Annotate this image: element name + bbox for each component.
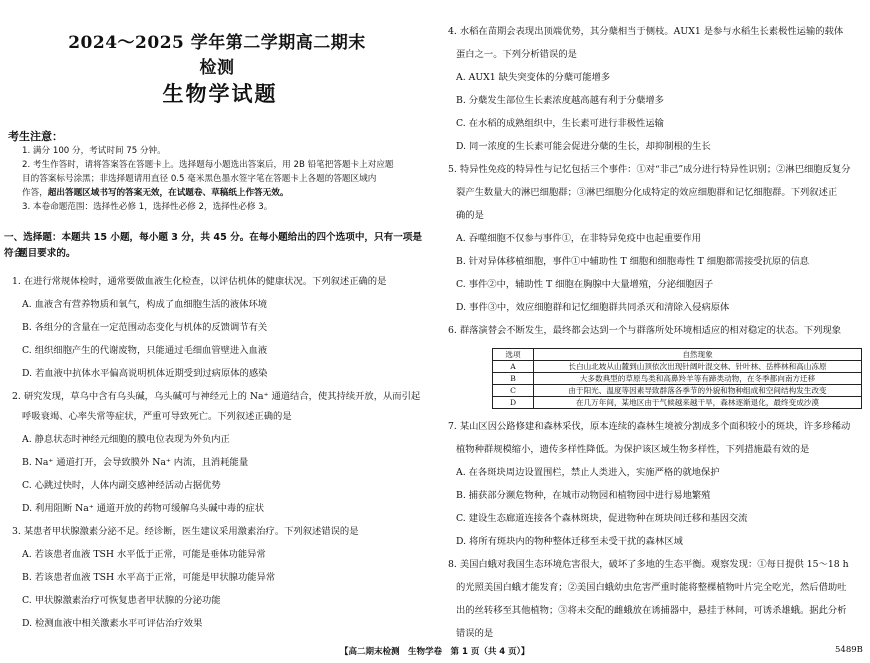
question-option: D. 若血液中抗体水平偏高说明机体近期受到过病原体的感染 [22, 368, 268, 379]
notice-text: 作答， [22, 188, 48, 198]
table-header-row [493, 349, 862, 361]
question-option: D. 利用阻断 Na⁺ 通道开放的药物可缓解乌头碱中毒的症状 [22, 503, 265, 514]
question-option: A. 血液含有营养物质和氧气，构成了血细胞生活的液体环境 [22, 299, 268, 310]
subject-title: 生物学试题 [162, 81, 278, 106]
question-option: A. 若该患者血液 TSH 水平低于正常，可能是垂体功能异常 [22, 549, 266, 560]
question-option: B. Na⁺ 通道打开，会导致膜外 Na⁺ 内流，且消耗能量 [22, 457, 249, 468]
question-stem: 7. 某山区因公路修建和森林采伐，原本连续的森林生境被分割成多个面积较小的斑块，许多珍稀动 [448, 421, 851, 432]
notice-item: 1. 满分 100 分，考试时间 75 分钟。 [22, 146, 166, 156]
exam-code: 5489B [835, 645, 863, 655]
question-stem: 呼吸衰竭、心率失常等症状，严重可导致死亡。下列叙述正确的是 [22, 411, 292, 422]
question-option: A. 吞噬细胞不仅参与事件①，在非特异免疫中也起重要作用 [456, 233, 702, 244]
table-cell-option: C [493, 385, 534, 397]
question-option: D. 同一浓度的生长素可能会促进分蘖的生长，却抑制根的生长 [456, 141, 711, 152]
notice-emphasis: 超出答题区域书写的答案无效，在试题卷、草稿纸上作答无效。 [47, 188, 289, 198]
question-stem: 蛋白之一。下列分析错误的是 [456, 49, 577, 60]
section-heading-cont: 题目要求的。 [18, 248, 76, 259]
question-option: D. 将所有斑块内的物种整体迁移至未受干扰的森林区域 [456, 536, 683, 547]
notice-item [22, 186, 422, 200]
question-option: C. 建设生态廊道连接各个森林斑块，促进物种在斑块间迁移和基因交流 [456, 513, 748, 524]
question-option: B. 若该患者血液 TSH 水平高于正常，可能是甲状腺功能异常 [22, 572, 276, 583]
question-option: C. 事件②中，辅助性 T 细胞在胸腺中大量增殖，分泌细胞因子 [456, 279, 714, 290]
question-stem: 1. 在进行常规体检时，通常要做血液生化检查，以评估机体的健康状况。下列叙述正确的是 [12, 276, 387, 287]
table-row [493, 385, 862, 397]
page-footer: 【高二期末检测 生物学卷 第 1 页（共 4 页）】 [340, 647, 530, 657]
notice-item: 2. 考生作答时，请将答案答在答题卡上。选择题每小题选出答案后，用 2B 铅笔把答题卡上对应题 [22, 160, 394, 170]
question-stem: 3. 某患者甲状腺激素分泌不足。经诊断，医生建议采用激素治疗。下列叙述错误的是 [12, 526, 359, 537]
question-option: B. 分蘖发生部位生长素浓度越高越有利于分蘖增多 [456, 95, 664, 106]
table-cell-phenomenon: 大多数典型的草原鸟类和高鼻羚羊等有蹄类动物，在冬季都向南方迁移 [534, 373, 862, 385]
table-cell-phenomenon: 在几万年间，某地区由于气候越来越干旱，森林逐渐退化，最终变成沙漠 [534, 397, 862, 409]
question-stem: 错误的是 [456, 628, 494, 639]
table-cell-phenomenon: 长白山北坡从山麓到山顶依次出现针阔叶混交林、针叶林、岳桦林和高山冻原 [534, 361, 862, 373]
question-stem: 出的丝转移至其他植物；③将未交配的雌蛾放在诱捕器中，悬挂于林间，可诱杀雄蛾。据此分析 [456, 605, 847, 616]
notice-heading: 考生注意： [8, 130, 63, 143]
question-option: C. 在水稻的成熟组织中，生长素可进行非极性运输 [456, 118, 664, 129]
table-row [493, 397, 862, 409]
question-option: A. 在各斑块周边设置围栏，禁止人类进入，实施严格的就地保护 [456, 467, 720, 478]
question-option: A. AUX1 缺失突变体的分蘖可能增多 [456, 72, 611, 83]
phenomena-table [492, 348, 862, 409]
table-header-phenomenon: 自然现象 [534, 349, 862, 361]
question-option: C. 心跳过快时，人体内副交感神经活动占据优势 [22, 480, 221, 491]
question-stem: 裂产生数量大的淋巴细胞群；③淋巴细胞分化成特定的效应细胞群和记忆细胞群。下列叙述正 [456, 187, 838, 198]
question-option: D. 检测血液中相关激素水平可评估治疗效果 [22, 618, 203, 629]
table-cell-option: A [493, 361, 534, 373]
question-stem: 6. 群落演替会不断发生，最终都会达到一个与群落所处环境相适应的相对稳定的状态。下列现象 [448, 325, 841, 336]
notice-item: 3. 本卷命题范围：选择性必修 1，选择性必修 2，选择性必修 3。 [22, 202, 273, 212]
table-cell-option: D [493, 397, 534, 409]
question-stem: 2. 研究发现，草乌中含有乌头碱，乌头碱可与神经元上的 Na⁺ 通道结合，使其持续开放，从而引起 [12, 391, 421, 402]
question-stem: 8. 美国白蛾对我国生态环境危害很大，破坏了多地的生态平衡。观察发现：①每日提供 15～18 h [448, 559, 849, 570]
question-option: B. 针对异体移植细胞，事件①中辅助性 T 细胞和细胞毒性 T 细胞都需接受抗原的信息 [456, 256, 810, 267]
question-option: A. 静息状态时神经元细胞的膜电位表现为外负内正 [22, 434, 230, 445]
table-cell-option: B [493, 373, 534, 385]
question-option: B. 捕获部分濒危物种，在城市动物园和植物园中进行易地繁殖 [456, 490, 711, 501]
table-row [493, 373, 862, 385]
table-header-option: 选项 [493, 349, 534, 361]
question-option: D. 事件③中，效应细胞群和记忆细胞群共同杀灭和清除入侵病原体 [456, 302, 730, 313]
question-option: C. 组织细胞产生的代谢废物，只能通过毛细血管壁进入血液 [22, 345, 268, 356]
question-stem: 植物种群规模缩小，遗传多样性降低。为保护该区域生物多样性，下列措施最有效的是 [456, 444, 810, 455]
exam-title: 2024～2025 学年第二学期高二期末检测 [68, 33, 366, 78]
table-cell-phenomenon: 由于阳光、温度等因素导致群落各季节的外貌和物种组成和空间结构发生改变 [534, 385, 862, 397]
question-stem: 的光照美国白蛾才能发育；②美国白蛾幼虫危害严重时能将整棵植物叶片完全吃光，然后借助吐 [456, 582, 847, 593]
section-heading: 一、选择题：本题共 15 小题，每小题 3 分，共 45 分。在每小题给出的四个选项中，只有一项是符合 [4, 232, 422, 259]
question-option: B. 各组分的含量在一定范围动态变化与机体的反馈调节有关 [22, 322, 268, 333]
question-stem: 4. 水稻在苗期会表现出顶端优势，其分蘖相当于侧枝。AUX1 是参与水稻生长素极性运输的载体 [448, 26, 844, 37]
question-stem: 5. 特异性免疫的特异性与记忆包括三个事件：①对“非己”成分进行特异性识别；②淋巴细胞反复分 [448, 164, 851, 175]
question-stem: 确的是 [456, 210, 484, 221]
table-row [493, 361, 862, 373]
notice-item: 目的答案标号涂黑；非选择题请用直径 0.5 毫米黑色墨水签字笔在答题卡上各题的答题区域内 [22, 174, 377, 184]
question-option: C. 甲状腺激素治疗可恢复患者甲状腺的分泌功能 [22, 595, 221, 606]
